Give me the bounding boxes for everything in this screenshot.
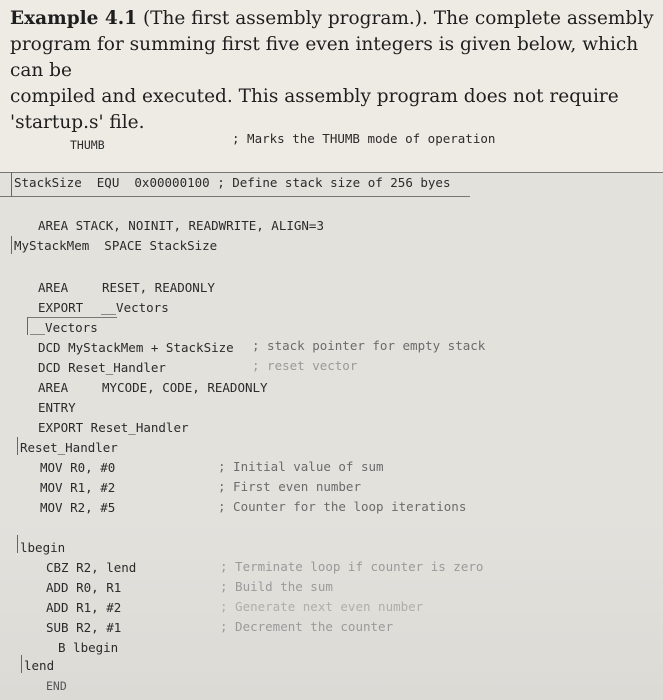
stacksize-underline [0,196,470,197]
vectors-marker [27,317,28,335]
code-mov-r2-comment: ; Counter for the loop iterations [218,499,467,514]
stacksize-box-left [11,172,12,197]
code-mov-r1: MOV R1, #2 [40,480,116,495]
example-description [10,6,655,136]
code-add-r0: ADD R0, R1 [46,580,122,595]
title-line-3: compiled and executed. This assembly program does not require [10,86,619,107]
code-sub-r2-comment: ; Decrement the counter [220,619,394,634]
lbegin-marker [17,535,18,553]
vectors-rule [27,317,117,318]
reset-handler-marker [17,437,18,455]
code-area-reset-keyword: AREA [38,280,69,295]
code-add-r0-comment: ; Build the sum [220,579,333,594]
lend-marker [21,655,22,673]
code-entry: ENTRY [38,400,76,415]
code-vectors-label: __Vectors [30,320,98,335]
code-area-code-args: MYCODE, CODE, READONLY [102,380,268,395]
title-line-4: 'startup.s' file. [10,112,145,133]
code-cbz: CBZ R2, lend [46,560,137,575]
header-divider [0,172,663,173]
code-mov-r1-comment: ; First even number [218,479,361,494]
code-reset-label: Reset_Handler [20,440,118,455]
code-lbegin-label: lbegin [20,540,66,555]
code-dcd-reset: DCD Reset_Handler [38,360,166,375]
mystackmem-marker [11,236,12,254]
code-mov-r0: MOV R0, #0 [40,460,116,475]
code-b-lbegin: B lbegin [58,640,119,655]
title-line-1: Example 4.1 (The first assembly program.). The complete assembly [10,8,654,29]
code-mov-r0-comment: ; Initial value of sum [218,459,384,474]
code-export-reset: EXPORT Reset_Handler [38,420,189,435]
code-area-stack: AREA STACK, NOINIT, READWRITE, ALIGN=3 [38,218,324,233]
code-mov-r2: MOV R2, #5 [40,500,116,515]
code-thumb-comment: ; Marks the THUMB mode of operation [232,131,496,146]
code-stacksize: StackSize EQU 0x00000100 ; Define stack size of 256 byes [14,175,451,190]
code-end: END [46,679,67,693]
code-mystackmem: MyStackMem SPACE StackSize [14,238,218,253]
code-add-r1-comment: ; Generate next even number [220,599,424,614]
code-thumb: THUMB [70,138,105,152]
code-dcd-stack: DCD MyStackMem + StackSize [38,340,234,355]
code-lend-label: lend [24,658,55,673]
code-area-reset-args: RESET, READONLY [102,280,215,295]
example-label: Example 4.1 [10,8,138,29]
code-add-r1: ADD R1, #2 [46,600,122,615]
code-export-args: __Vectors [101,300,169,315]
code-sub-r2: SUB R2, #1 [46,620,122,635]
code-area-code-keyword: AREA [38,380,69,395]
header-band [0,0,663,172]
code-cbz-comment: ; Terminate loop if counter is zero [220,559,484,574]
code-dcd-stack-comment: ; stack pointer for empty stack [252,338,486,353]
title-line-2: program for summing first five even integers is given below, which can be [10,34,639,81]
code-dcd-reset-comment: ; reset vector [252,358,358,373]
code-export-keyword: EXPORT [38,300,84,315]
